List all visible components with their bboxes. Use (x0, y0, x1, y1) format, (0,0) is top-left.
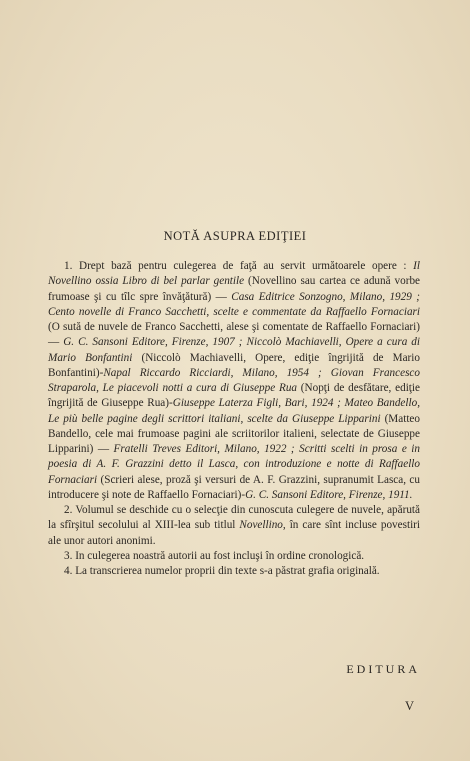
text-segment: (O sută de nuvele de Franco Sacchetti, alese şi comentate de Raffaello Fornaciari) — (48, 321, 420, 349)
text-segment: (Scrieri alese, proză şi versuri de A. F. Grazzini, supranumit Lasca, cu introducere şi note de Raffaello Fornaciari)- (48, 473, 420, 501)
italic-segment: Giuseppe Laterza Figli, Bari, 1924 ; Mateo Bandello, Le più belle pagine degli scrittori italiani, scelte da Giuseppe Lipparini (48, 397, 420, 425)
paragraph-volume-opening-text: 2. Volumul se deschide cu o selecţie din cunoscuta culegere de nuvele, apărută la sfîrşitul secolului al XIII-lea sub titlul (48, 504, 420, 532)
page-number: V (404, 699, 414, 713)
paragraph-spelling: 4. La transcrierea numelor proprii din texte s-a păstrat grafia originală. (64, 565, 380, 577)
italic-segment: Casa Editrice Sonzogno, Milano, 1929 ; Cento novelle di Franco Sacchetti, scelte e commentate da Raffaello Fornaciari (48, 290, 421, 318)
italic-segment: Napal Riccardo Ricciardi, Milano, 1954 ; Giovan Francesco Straparola, Le piacevoli notti a cura di Giuseppe Rua (48, 366, 420, 394)
italic-segment: G. C. Sansoni Editore, Firenze, 1907 ; Niccolò Machiavelli, Opere a cura di Mario Bonfantini (48, 336, 421, 364)
text-segment: (Matteo Bandello, cele mai frumoase pagini ale scriitorilor italieni, selectate de Giuseppe Lipparini) — (48, 412, 420, 455)
paragraph-volume-opening-end: în care sînt incluse povestiri ale unor autori anonimi. (48, 519, 421, 547)
publisher-signature: EDITURA (346, 662, 420, 676)
paragraph-sources (48, 259, 420, 503)
page-title: NOTĂ ASUPRA EDIŢIEI (163, 229, 307, 243)
paragraph-order: 3. In culegerea noastră autorii au fost incluşi în ordine cronologică. (64, 549, 365, 562)
italic-segment: Fratelli Treves Editori, Milano, 1922 ; Scritti scelti in prosa e in poesia di A. F. Grazzini detto il Lasca, con introduzione e notte di Raffaello Fornaciari (48, 443, 420, 486)
novellino-title: Novellino, (239, 519, 286, 532)
italic-segment: G. C. Sansoni Editore, Firenze, 1911. (245, 488, 413, 501)
text-segment: (Niccolò Machiavelli, Opere, ediţie îngrijită de Mario Bonfantini)- (48, 351, 420, 379)
text-segment: (Nopţi de desfătare, ediţie îngrijită de Giuseppe Rua)- (48, 382, 420, 410)
text-segment: 1. Drept bază pentru culegerea de faţă au servit următoarele opere : (64, 260, 414, 272)
italic-segment: Il Novellino ossia Libro di bel parlar gentile (48, 260, 420, 288)
edition-note-text (48, 259, 420, 579)
paragraph-volume-opening (48, 503, 420, 549)
text-segment: (Novellino sau cartea ce adună vorbe frumoase şi cu tîlc spre învăţătură) — (48, 275, 420, 303)
